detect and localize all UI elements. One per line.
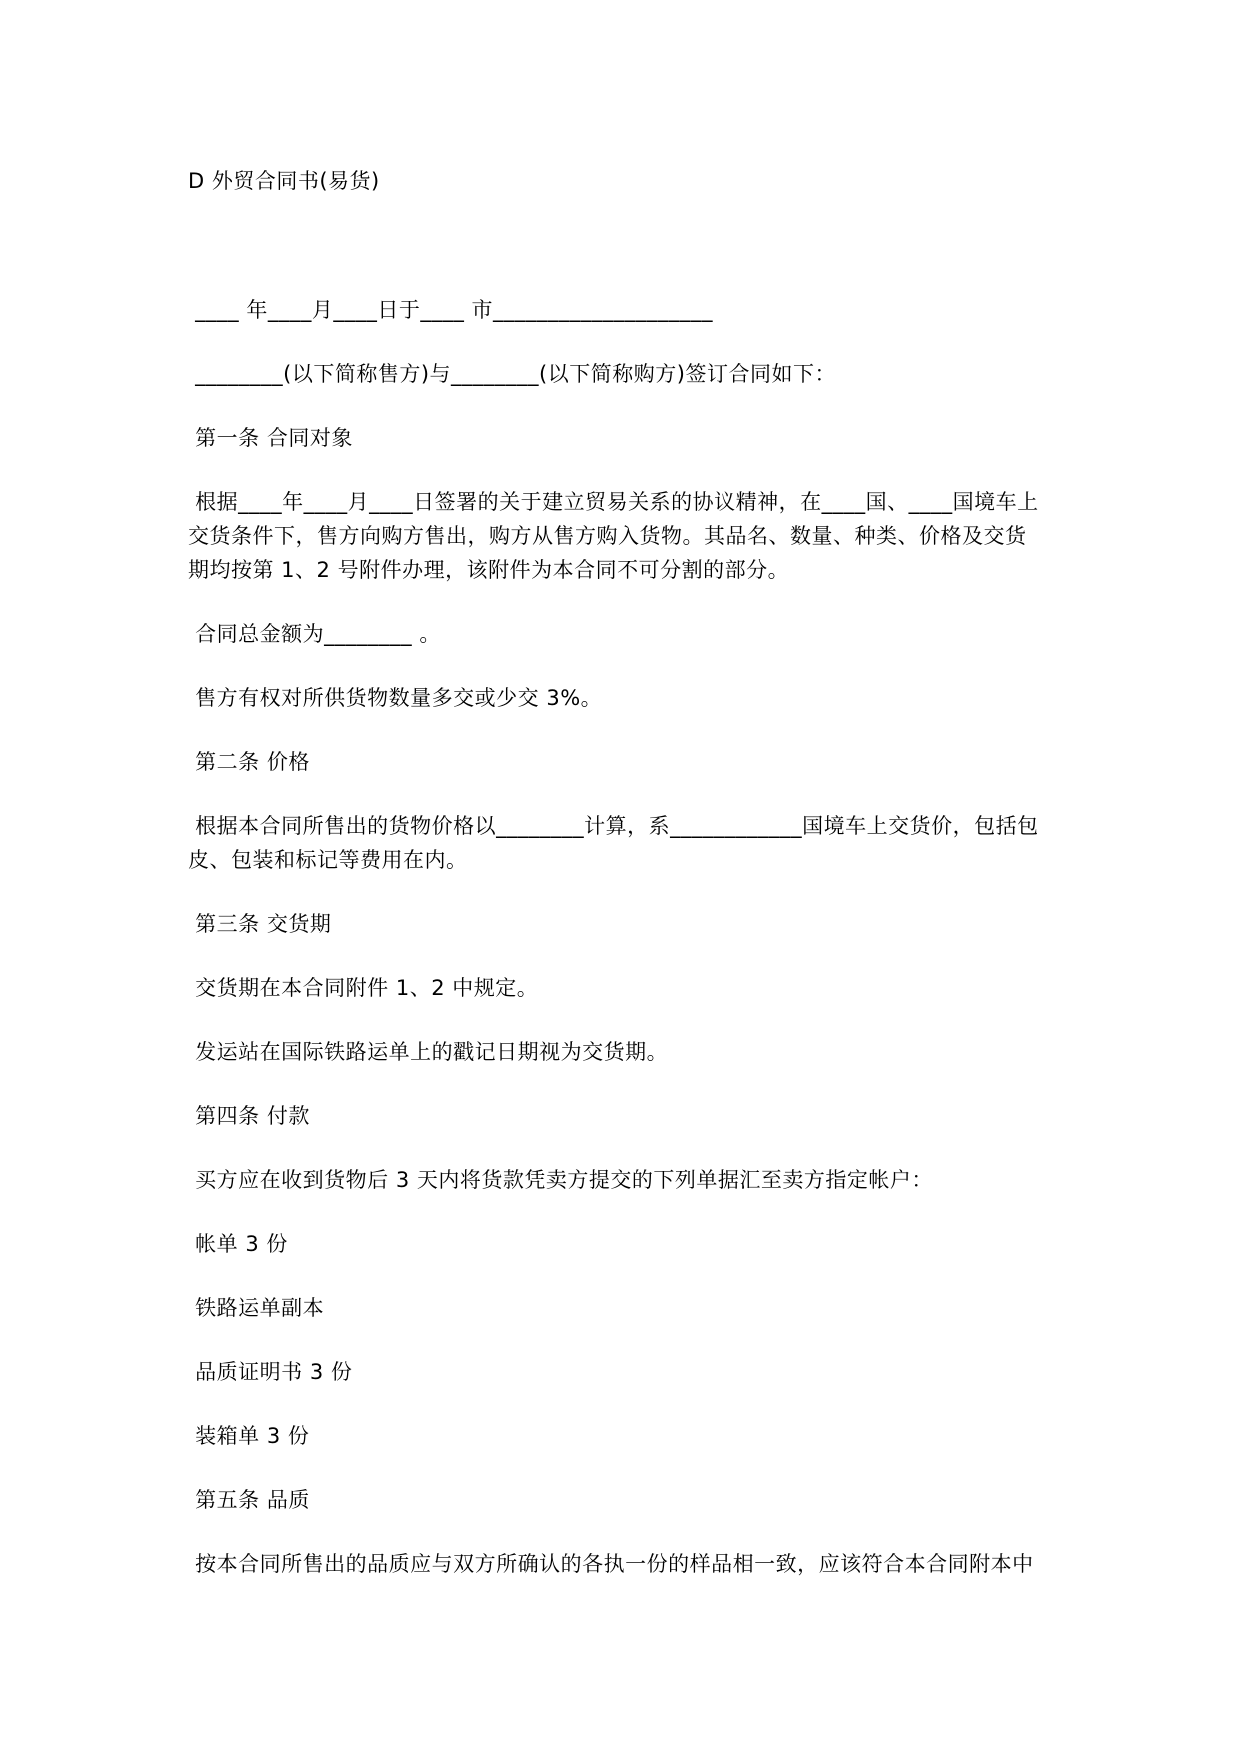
article1-paragraph-line2: 交货条件下，售方向购方售出，购方从售方购入货物。其品名、数量、种类、价格及交货 [188, 524, 1027, 548]
parties-line: ________(以下简称售方)与________(以下简称购方)签订合同如下： [188, 362, 836, 386]
contract-total-line: 合同总金额为________ 。 [188, 622, 441, 646]
article3-heading: 第三条 交货期 [188, 912, 332, 936]
article1-paragraph-line1: 根据____年____月____日签署的关于建立贸易关系的协议精神，在____国、____国境车上 [188, 490, 1039, 514]
article1-paragraph-line3: 期均按第 1、2 号附件办理，该附件为本合同不可分割的部分。 [188, 558, 790, 582]
document-list-item-waybill: 铁路运单副本 [188, 1296, 325, 1320]
quantity-tolerance-line: 售方有权对所供货物数量多交或少交 3%。 [188, 686, 603, 710]
article2-paragraph-line2: 皮、包装和标记等费用在内。 [188, 848, 468, 872]
document-list-item-quality-certificate: 品质证明书 3 份 [188, 1360, 353, 1384]
article3-paragraph1: 交货期在本合同附件 1、2 中规定。 [188, 976, 539, 1000]
document-title: D 外贸合同书(易货) [188, 169, 380, 193]
article5-heading: 第五条 品质 [188, 1488, 310, 1512]
date-place-line: ____ 年____月____日于____ 市____________________ [188, 298, 714, 322]
article2-heading: 第二条 价格 [188, 750, 310, 774]
document-list-item-packing-list: 装箱单 3 份 [188, 1424, 310, 1448]
article3-paragraph2: 发运站在国际铁路运单上的戳记日期视为交货期。 [188, 1040, 669, 1064]
article2-paragraph-line1: 根据本合同所售出的货物价格以________计算，系____________国境车上交货价，包括包 [188, 814, 1039, 838]
article1-heading: 第一条 合同对象 [188, 426, 353, 450]
article4-heading: 第四条 付款 [188, 1104, 310, 1128]
article4-paragraph1: 买方应在收到货物后 3 天内将货款凭卖方提交的下列单据汇至卖方指定帐户： [188, 1168, 933, 1192]
article5-paragraph1: 按本合同所售出的品质应与双方所确认的各执一份的样品相一致，应该符合本合同附本中 [188, 1552, 1034, 1576]
document-list-item-invoice: 帐单 3 份 [188, 1232, 288, 1256]
